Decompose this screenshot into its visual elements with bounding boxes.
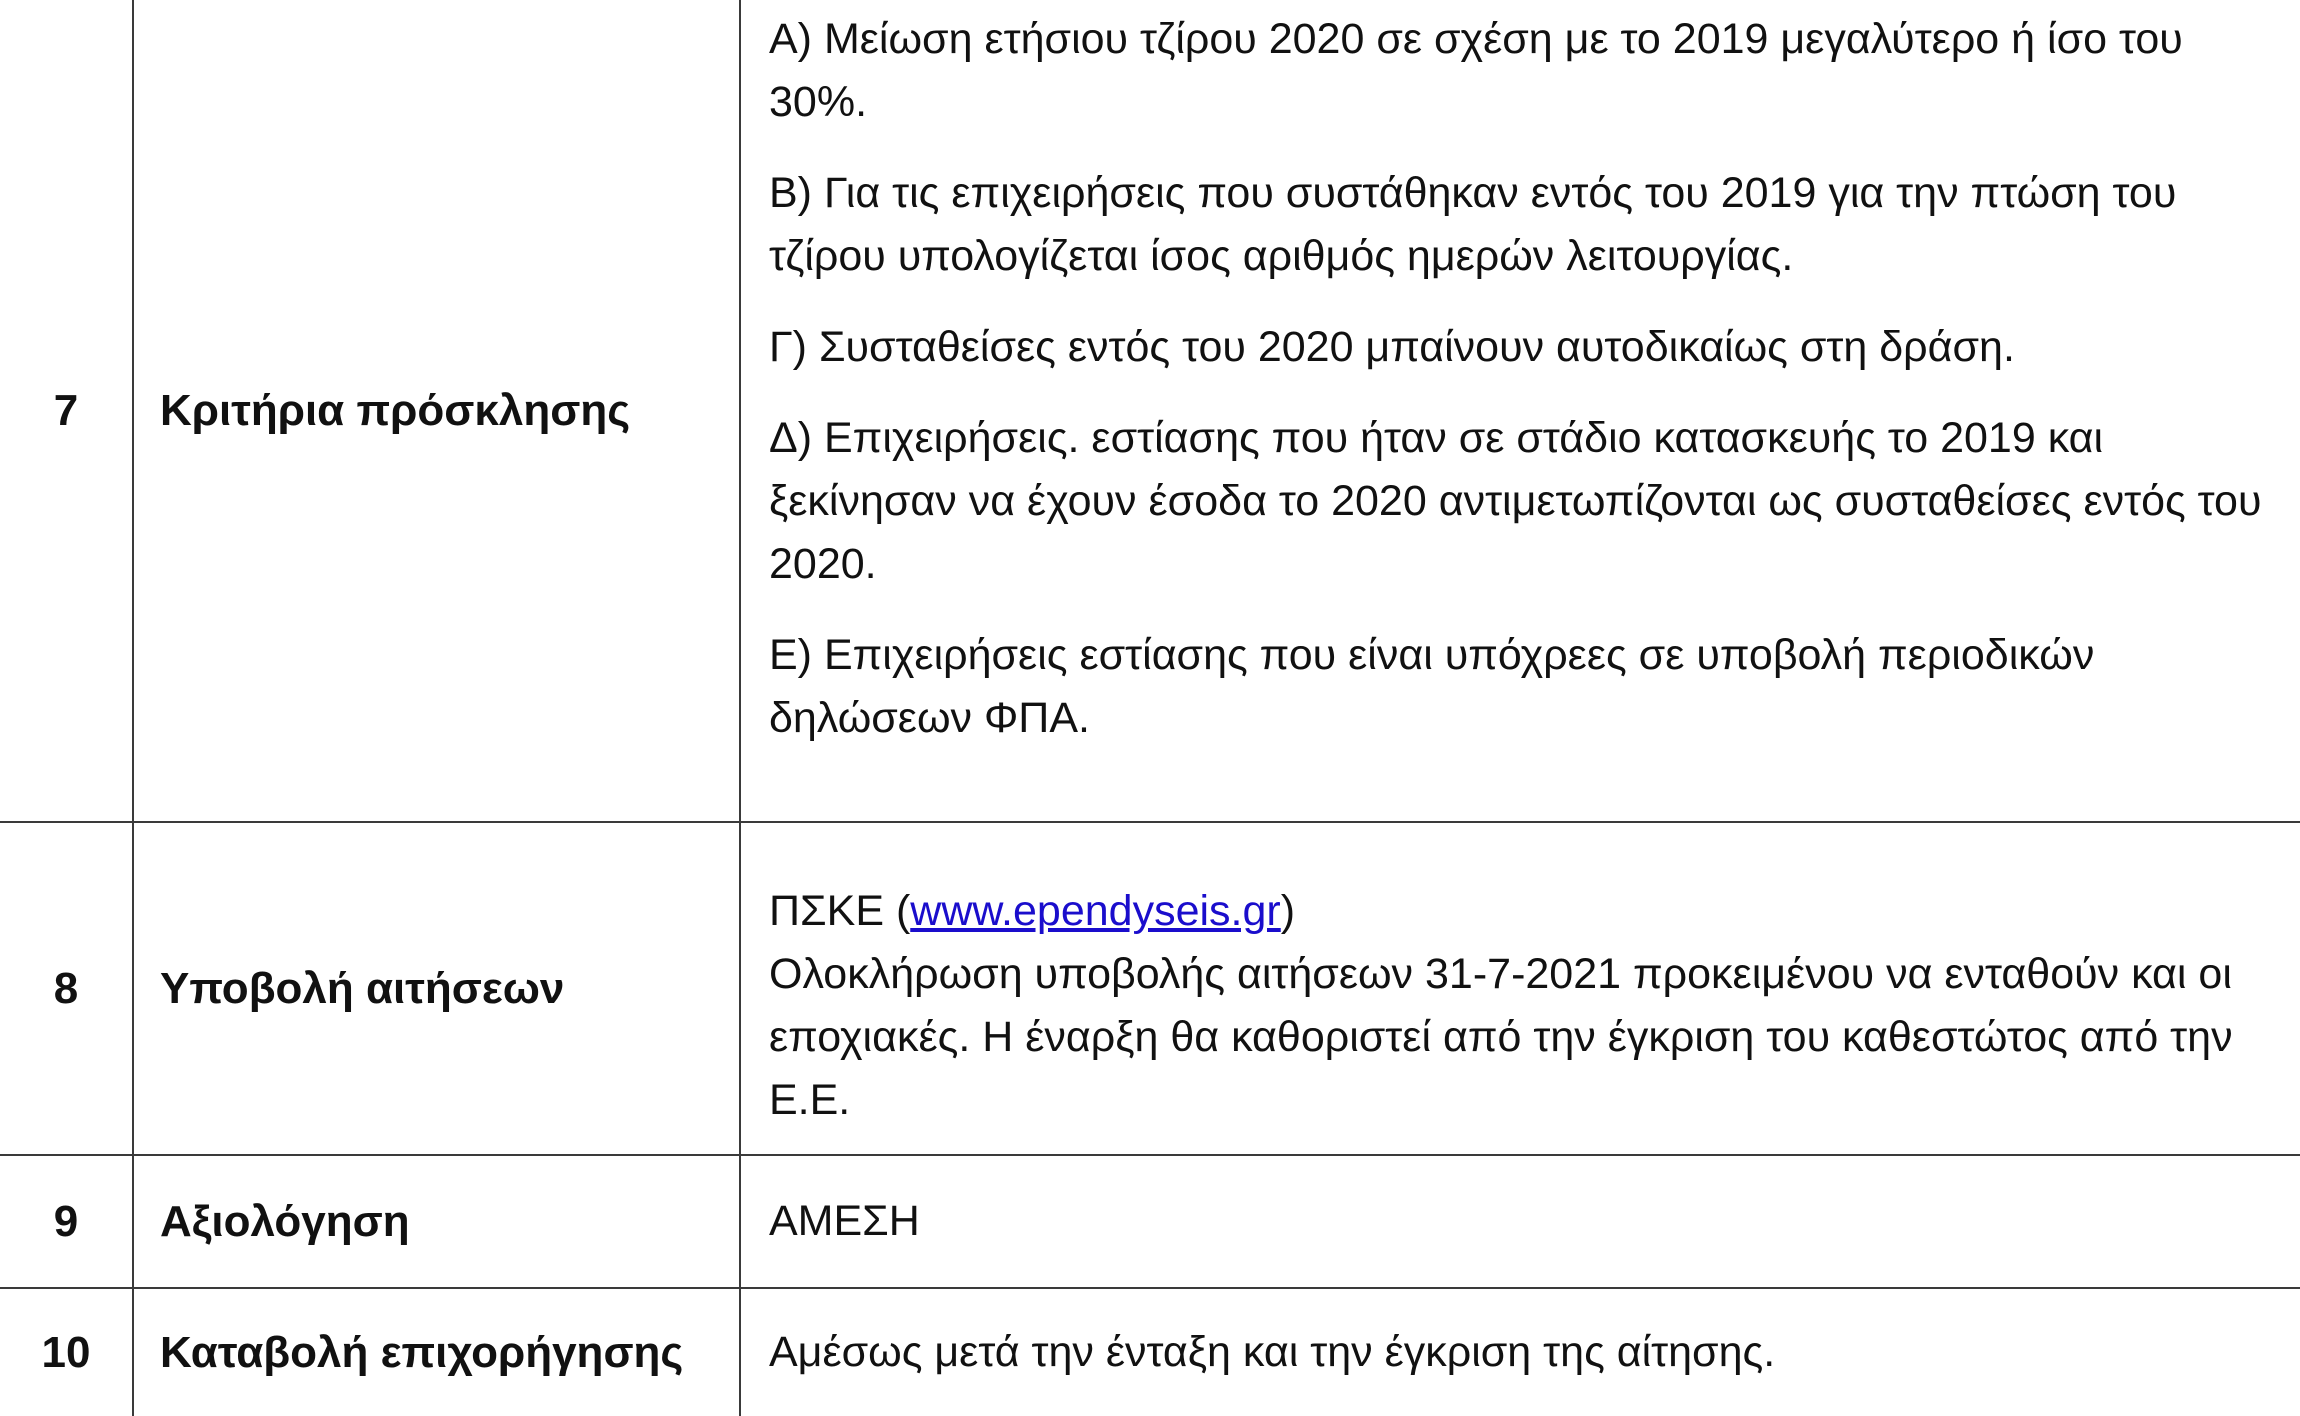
row-content: Αμέσως μετά την ένταξη και την έγκριση της αίτησης. xyxy=(740,1288,2300,1416)
criterion-d: Δ) Επιχειρήσεις. εστίασης που ήταν σε στάδιο κατασκευής το 2019 και ξεκίνησαν να έχουν έσοδα το 2020 αντιμετωπίζονται ως συσταθείσες εντός του 2020. xyxy=(769,414,2262,588)
row-number: 9 xyxy=(0,1155,133,1288)
row-label: Κριτήρια πρόσκλησης xyxy=(133,0,740,822)
row-label: Υποβολή αιτήσεων xyxy=(133,822,740,1155)
row-content: ΑΜΕΣΗ xyxy=(740,1155,2300,1288)
criterion-b: Β) Για τις επιχειρήσεις που συστάθηκαν εντός του 2019 για την πτώση του τζίρου υπολογίζεται ίσος αριθμός ημερών λειτουργίας. xyxy=(769,169,2177,280)
criterion-a: Α) Μείωση ετήσιου τζίρου 2020 σε σχέση με το 2019 μεγαλύτερο ή ίσο του 30%. xyxy=(769,15,2183,126)
ependyseis-link[interactable]: www.ependyseis.gr xyxy=(910,887,1281,935)
platform-suffix: ) xyxy=(1280,887,1296,935)
row-content xyxy=(740,0,2300,822)
criterion-e: Ε) Επιχειρήσεις εστίασης που είναι υπόχρεες σε υποβολή περιοδικών δηλώσεων ΦΠΑ. xyxy=(769,631,2095,742)
table-row xyxy=(0,1155,2300,1288)
criterion-c: Γ) Συσταθείσες εντός του 2020 μπαίνουν αυτοδικαίως στη δράση. xyxy=(769,323,2015,371)
row-number: 10 xyxy=(0,1288,133,1416)
table-row xyxy=(0,1288,2300,1416)
table-row xyxy=(0,822,2300,1155)
row-number: 8 xyxy=(0,822,133,1155)
row-label: Καταβολή επιχορήγησης xyxy=(133,1288,740,1416)
submission-platform-line xyxy=(769,880,2280,943)
submission-deadline-text: Ολοκλήρωση υποβολής αιτήσεων 31-7-2021 προκειμένου να ενταθούν και οι εποχιακές. Η έναρξη θα καθοριστεί από την έγκριση του καθεστώτος από την Ε.Ε. xyxy=(769,950,2233,1124)
row-number: 7 xyxy=(0,0,133,822)
platform-prefix: ΠΣΚΕ ( xyxy=(769,887,911,935)
row-content xyxy=(740,822,2300,1155)
row-label: Αξιολόγηση xyxy=(133,1155,740,1288)
